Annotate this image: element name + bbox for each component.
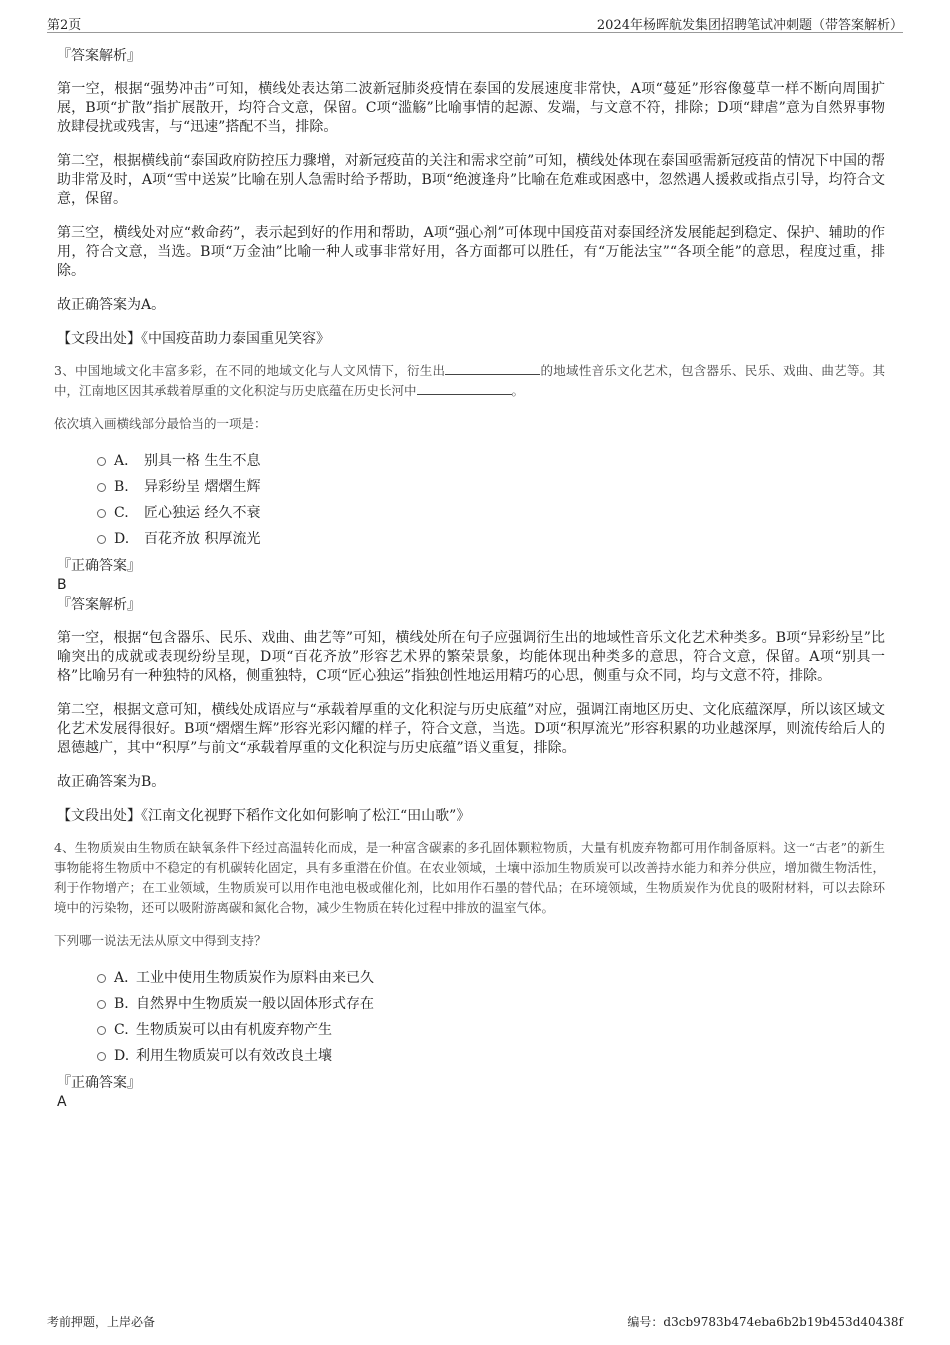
document-id: 编号：d3cb9783b474eba6b2b19b453d40438f: [627, 1315, 903, 1329]
page-header: [47, 12, 903, 33]
radio-icon[interactable]: [97, 1026, 106, 1035]
question-3-text: 3、中国地域文化丰富多彩，在不同的地域文化与人文风情下，衍生出 的地域性音乐文化艺术，包含器乐、民乐、戏曲、曲艺等。其中，江南地区因其承载着厚重的文化积淀与历史底蕴在历史长河中 。: [54, 363, 885, 398]
radio-icon[interactable]: [97, 483, 106, 492]
analysis-paragraph: 第三空，横线处对应“救命药”，表示起到好的作用和帮助，A项“强心剂”可体现中国疫苗对泰国经济发展能起到稳定、保护、辅助的作用，符合文意，当选。B项“万金油”比喻一种人或事非常好用，各方面都可以胜任，有“万能法宝”“各项全能”的意思，程度过重，排除。: [57, 225, 885, 279]
analysis-label: 『答案解析』: [57, 48, 141, 64]
source-citation: 【文段出处】《江南文化视野下稻作文化如何影响了松江“田山歌”》: [57, 808, 471, 824]
analysis-label: 『答案解析』: [57, 597, 141, 613]
option-b[interactable]: B. 异彩纷呈 熠熠生辉: [97, 474, 885, 500]
option-c[interactable]: C. 生物质炭可以由有机废弃物产生: [97, 1017, 885, 1043]
conclusion: 故正确答案为B。: [57, 774, 166, 790]
analysis-paragraph: 第二空，根据文意可知，横线处成语应与“承载着厚重的文化积淀与历史底蕴”对应，强调江南地区历史、文化底蕴深厚，所以该区域文化艺术发展得很好。B项“熠熠生辉”形容光彩闪耀的样子，符合文意，当选。D项“积厚流光”形容积累的功业越深厚，则流传给后人的恩德越广，其中“积厚”与前文“承载着厚重的文化积淀与历史底蕴”语义重复，排除。: [57, 702, 885, 756]
option-d[interactable]: D. 百花齐放 积厚流光: [97, 526, 885, 552]
option-a[interactable]: A． 别具一格 生生不息: [97, 448, 885, 474]
radio-icon[interactable]: [97, 1000, 106, 1009]
option-a[interactable]: A． 工业中使用生物质炭作为原料由来已久: [97, 965, 885, 991]
footer-slogan: 考前押题，上岸必备: [47, 1315, 156, 1329]
question-3-prompt: 依次填入画横线部分最恰当的一项是：: [54, 416, 267, 431]
analysis-paragraph: 第一空，根据“包含器乐、民乐、戏曲、曲艺等”可知，横线处所在句子应强调衍生出的地域性音乐文化艺术种类多。B项“异彩纷呈”比喻突出的成就或表现纷纷呈现，D项“百花齐放”形容艺术界的繁荣景象，均能体现出种类多的意思，符合文意，保留。A项“别具一格”比喻另有一种独特的风格，侧重独特，C项“匠心独运”指独创性地运用精巧的心思，侧重与众不同，均与文意不符，排除。: [57, 630, 885, 684]
analysis-paragraph: 第二空，根据横线前“泰国政府防控压力骤增，对新冠疫苗的关注和需求空前”可知，横线处体现在泰国亟需新冠疫苗的情况下中国的帮助非常及时，A项“雪中送炭”比喻在别人急需时给予帮助，B项“绝渡逢舟”比喻在危难或困惑中，忽然遇人援救或指点引导，均符合文意，保留。: [57, 153, 885, 207]
question-3-options: [97, 448, 885, 552]
radio-icon[interactable]: [97, 457, 106, 466]
page-number: 第2页: [47, 18, 82, 33]
radio-icon[interactable]: [97, 974, 106, 983]
option-b[interactable]: B. 自然界中生物质炭一般以固体形式存在: [97, 991, 885, 1017]
option-c[interactable]: C. 匠心独运 经久不衰: [97, 500, 885, 526]
radio-icon[interactable]: [97, 509, 106, 518]
answer-label: 『正确答案』: [57, 558, 141, 574]
fill-blank: [417, 382, 512, 395]
question-4-prompt: 下列哪一说法无法从原文中得到支持？: [54, 933, 267, 948]
answer-label: 『正确答案』: [57, 1075, 141, 1091]
question-4-text: 4、生物质炭由生物质在缺氧条件下经过高温转化而成，是一种富含碳素的多孔固体颗粒物质，大量有机废弃物都可用作制备原料。这一“古老”的新生事物能将生物质中不稳定的有机碳转化固定，具有多重潜在价值。在农业领域，土壤中添加生物质炭可以改善持水能力和养分供应，增加微生物活性，利于作物增产；在工业领域，生物质炭可以用作电池电极或催化剂，比如用作石墨的替代品；在环境领域，生物质炭作为优良的吸附材料，可以去除环境中的污染物，还可以吸附游离碳和氮化合物，减少生物质在转化过程中排放的温室气体。: [54, 840, 885, 915]
answer-value: A: [57, 1094, 67, 1110]
source-citation: 【文段出处】《中国疫苗助力泰国重见笑容》: [57, 331, 330, 347]
option-d[interactable]: D. 利用生物质炭可以有效改良土壤: [97, 1043, 885, 1069]
answer-value: B: [57, 577, 67, 593]
fill-blank: [445, 362, 540, 375]
radio-icon[interactable]: [97, 535, 106, 544]
conclusion: 故正确答案为A。: [57, 297, 166, 313]
page-content: [54, 46, 885, 1112]
question-4-options: [97, 965, 885, 1069]
document-title: 2024年杨晖航发集团招聘笔试冲刺题（带答案解析）: [596, 18, 903, 33]
analysis-paragraph: 第一空，根据“强势冲击”可知，横线处表达第二波新冠肺炎疫情在泰国的发展速度非常快，A项“蔓延”形容像蔓草一样不断向周围扩展，B项“扩散”指扩展散开，均符合文意，保留。C项“滥觞”比喻事情的起源、发端，与文意不符，排除；D项“肆虐”意为自然界事物放肆侵扰或残害，与“迅速”搭配不当，排除。: [57, 81, 885, 135]
radio-icon[interactable]: [97, 1052, 106, 1061]
